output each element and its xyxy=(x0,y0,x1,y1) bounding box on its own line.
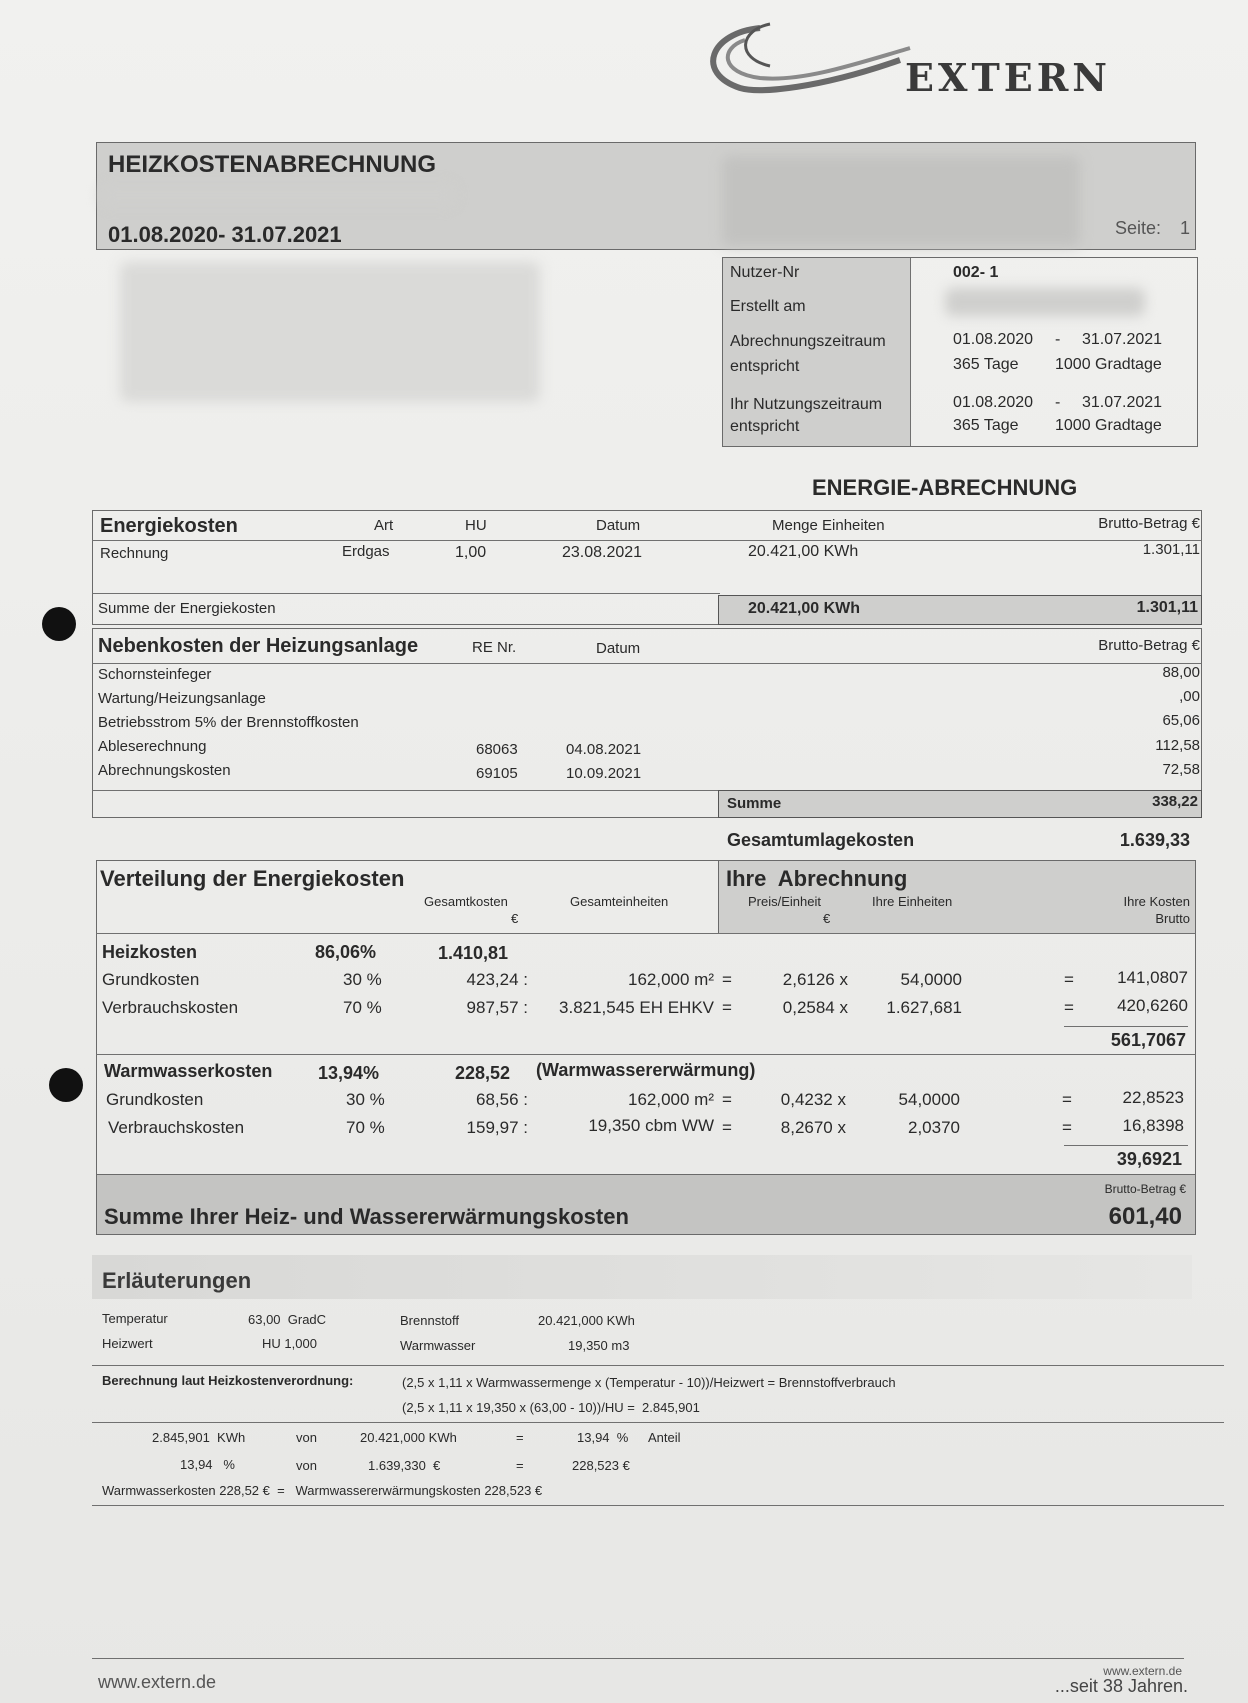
neben-summe-label: Summe xyxy=(727,795,782,812)
warmwasser-value-erl: 19,350 m3 xyxy=(568,1338,630,1353)
heizkosten-amount: 1.410,81 xyxy=(438,943,509,963)
row-eq: = xyxy=(1064,970,1074,989)
calc3: Warmwasserkosten 228,52 € = Warmwassererwärmungskosten 228,523 € xyxy=(102,1483,543,1498)
calc2-b: 1.639,330 € xyxy=(368,1458,441,1473)
formula-2: (2,5 x 1,11 x 19,350 x (63,00 - 10))/HU = 2.845,901 xyxy=(402,1400,700,1415)
gesamtumlage-label: Gesamtumlagekosten xyxy=(727,830,915,850)
col-preis-einheit: Preis/Einheit xyxy=(748,894,821,909)
row-eq: = xyxy=(722,1090,732,1109)
ihre-abrechnung-title: Ihre Abrechnung xyxy=(726,866,908,891)
neben-label: Wartung/Heizungsanlage xyxy=(98,690,266,707)
abr-grad: 1000 Gradtage xyxy=(1055,356,1162,373)
verteilung-title: Verteilung der Energiekosten xyxy=(100,866,405,891)
nutz-days: 365 Tage xyxy=(953,417,1019,434)
punch-hole xyxy=(42,607,76,641)
calc1-d: Anteil xyxy=(648,1430,681,1445)
rechnung-brutto: 1.301,11 xyxy=(1142,541,1200,558)
temp-label: Temperatur xyxy=(102,1311,168,1326)
heiz-total: 561,7067 xyxy=(1110,1030,1186,1050)
calc1-von: von xyxy=(296,1430,317,1445)
row-price: 2,6126 x xyxy=(782,970,848,989)
row-mine: 54,0000 xyxy=(898,1090,960,1109)
row-eq: = xyxy=(722,1118,732,1137)
neben-label: Betriebsstrom 5% der Brennstoffkosten xyxy=(98,714,359,731)
nutz-label-2: entspricht xyxy=(730,418,800,435)
neben-value: 65,06 xyxy=(1162,712,1200,729)
erlaeuterungen-header xyxy=(92,1255,1192,1299)
brennstoff-label: Brennstoff xyxy=(400,1313,460,1328)
calc1-c: 13,94 % xyxy=(577,1430,629,1445)
abr-dash: - xyxy=(1055,331,1061,348)
calc2-a: 13,94 % xyxy=(180,1457,235,1472)
warmwasser-label: Warmwasserkosten xyxy=(104,1061,273,1081)
calc2-eq: = xyxy=(516,1458,524,1473)
punch-hole xyxy=(49,1068,83,1102)
summe-total-value: 601,40 xyxy=(1108,1203,1182,1230)
row-cost: 420,6260 xyxy=(1117,996,1188,1015)
col-brutto-label: Brutto xyxy=(1155,911,1190,926)
redacted-date xyxy=(945,288,1145,316)
col-art: Art xyxy=(374,517,394,534)
formula-1: (2,5 x 1,11 x Warmwassermenge x (Temperatur - 10))/Heizwert = Brennstoffverbrauch xyxy=(402,1375,896,1390)
row-pct: 30 % xyxy=(343,970,382,989)
abr-days: 365 Tage xyxy=(953,356,1019,373)
neben-re: 69105 xyxy=(476,765,518,782)
energie-section-title: ENERGIE-ABRECHNUNG xyxy=(812,475,1078,500)
neben-label: Schornsteinfeger xyxy=(98,666,212,683)
billing-period: 01.08.2020- 31.07.2021 xyxy=(108,222,342,247)
neben-value: 72,58 xyxy=(1162,761,1200,778)
row-units: 162,000 m² xyxy=(628,970,714,989)
col-preis-unit: € xyxy=(823,911,831,926)
row-price: 8,2670 x xyxy=(780,1118,846,1137)
row-eq: = xyxy=(722,970,732,989)
col-ihre-kosten: Ihre Kosten xyxy=(1123,894,1190,909)
gesamtumlage-value: 1.639,33 xyxy=(1119,830,1190,850)
nutz-dash: - xyxy=(1055,394,1061,411)
energiekosten-title: Energiekosten xyxy=(100,515,238,537)
neben-label: Abrechnungskosten xyxy=(98,762,231,779)
neben-label: Ableserechnung xyxy=(98,738,207,755)
ww-total: 39,6921 xyxy=(1116,1149,1182,1169)
extern-logo-swoosh xyxy=(700,18,920,98)
col-ihre-einheiten: Ihre Einheiten xyxy=(872,894,953,909)
nutz-from: 01.08.2020 xyxy=(953,394,1034,411)
heizwert-value: HU 1,000 xyxy=(262,1336,317,1351)
col-neben-brutto: Brutto-Betrag € xyxy=(1098,637,1200,654)
redacted-name xyxy=(722,156,1080,246)
abr-from: 01.08.2020 xyxy=(953,331,1034,348)
rechnung-datum: 23.08.2021 xyxy=(562,544,643,561)
row-amount: 159,97 : xyxy=(466,1118,528,1137)
summe-energie-brutto: 1.301,11 xyxy=(1136,599,1198,616)
nutzer-value: 002- 1 xyxy=(953,264,999,281)
row-cost: 16,8398 xyxy=(1122,1116,1184,1135)
extern-logo-text: EXTERN xyxy=(905,55,1112,100)
neben-value: ,00 xyxy=(1179,688,1200,705)
footer-slogan: ...seit 38 Jahren. xyxy=(1054,1676,1188,1696)
row-units: 162,000 m² xyxy=(628,1090,714,1109)
col-gesamteinheiten: Gesamteinheiten xyxy=(570,894,669,909)
col-brutto: Brutto-Betrag € xyxy=(1098,515,1200,532)
nutz-grad: 1000 Gradtage xyxy=(1055,417,1162,434)
col-re-nr: RE Nr. xyxy=(472,639,517,656)
abr-label-1: Abrechnungszeitraum xyxy=(730,333,886,350)
col-gesamtkosten-unit: € xyxy=(511,911,519,926)
row-amount: 68,56 : xyxy=(476,1090,528,1109)
row-label: Grundkosten xyxy=(102,970,200,989)
row-units: 3.821,545 EH EHKV xyxy=(559,998,714,1017)
row-eq: = xyxy=(722,998,732,1017)
col-menge: Menge Einheiten xyxy=(772,517,885,534)
calc1-a: 2.845,901 KWh xyxy=(152,1430,246,1445)
col-datum: Datum xyxy=(596,517,641,534)
warmwasser-label-erl: Warmwasser xyxy=(400,1338,476,1353)
row-pct: 30 % xyxy=(346,1090,385,1109)
calc2-c: 228,523 € xyxy=(572,1458,630,1473)
summe-energie-menge: 20.421,00 KWh xyxy=(748,600,861,617)
row-amount: 423,24 : xyxy=(466,970,528,989)
nutz-to: 31.07.2021 xyxy=(1082,394,1163,411)
redacted-recipient xyxy=(120,262,540,402)
erstellt-label: Erstellt am xyxy=(730,298,806,315)
heizkosten-label: Heizkosten xyxy=(102,942,198,962)
neben-datum: 10.09.2021 xyxy=(566,765,642,782)
row-eq: = xyxy=(1062,1118,1072,1137)
row-cost: 22,8523 xyxy=(1122,1088,1184,1107)
row-units: 19,350 cbm WW xyxy=(588,1116,714,1135)
row-eq: = xyxy=(1064,998,1074,1017)
row-mine: 2,0370 xyxy=(908,1118,960,1137)
abr-to: 31.07.2021 xyxy=(1082,331,1163,348)
footer-url: www.extern.de xyxy=(98,1672,217,1692)
summe-total-label: Summe Ihrer Heiz- und Wassererwärmungskosten xyxy=(104,1204,629,1229)
row-cost: 141,0807 xyxy=(1117,968,1188,987)
neben-datum: 04.08.2021 xyxy=(566,741,642,758)
page-label: Seite: xyxy=(1115,218,1162,238)
nebenkosten-title: Nebenkosten der Heizungsanlage xyxy=(98,635,419,657)
row-mine: 54,0000 xyxy=(900,970,962,989)
row-price: 0,4232 x xyxy=(780,1090,846,1109)
warmwasser-amount: 228,52 xyxy=(455,1063,511,1083)
rechnung-label: Rechnung xyxy=(100,545,169,562)
redacted-address xyxy=(100,184,455,206)
document-title: HEIZKOSTENABRECHNUNG xyxy=(108,151,437,178)
calc2-von: von xyxy=(296,1458,317,1473)
row-pct: 70 % xyxy=(346,1118,385,1137)
row-eq: = xyxy=(1062,1090,1072,1109)
calc1-b: 20.421,000 KWh xyxy=(360,1430,457,1445)
temp-value: 63,00 GradC xyxy=(248,1312,327,1327)
rechnung-menge: 20.421,00 KWh xyxy=(748,543,859,560)
warmwasser-pct: 13,94% xyxy=(318,1063,380,1083)
calc1-eq: = xyxy=(516,1430,524,1445)
rechnung-hu: 1,00 xyxy=(455,544,487,561)
row-label: Verbrauchskosten xyxy=(108,1118,245,1137)
warmwasser-note: (Warmwassererwärmung) xyxy=(536,1060,756,1080)
erlaeuterungen-title: Erläuterungen xyxy=(102,1268,252,1293)
neben-summe-value: 338,22 xyxy=(1152,793,1198,810)
heizwert-label: Heizwert xyxy=(102,1336,153,1351)
rechnung-art: Erdgas xyxy=(342,543,390,560)
page-number: 1 xyxy=(1180,218,1191,238)
nutz-label-1: Ihr Nutzungszeitraum xyxy=(730,396,883,413)
row-amount: 987,57 : xyxy=(466,998,528,1017)
col-hu: HU xyxy=(465,517,487,534)
nutzer-label: Nutzer-Nr xyxy=(730,264,800,281)
abr-label-2: entspricht xyxy=(730,358,800,375)
row-label: Verbrauchskosten xyxy=(102,998,239,1017)
summe-energie-label: Summe der Energiekosten xyxy=(98,600,276,617)
neben-value: 112,58 xyxy=(1155,737,1200,754)
summe-brutto-label: Brutto-Betrag € xyxy=(1104,1182,1186,1196)
row-label: Grundkosten xyxy=(106,1090,204,1109)
neben-re: 68063 xyxy=(476,741,518,758)
footer-url-small: www.extern.de xyxy=(1103,1664,1182,1678)
col-gesamtkosten: Gesamtkosten xyxy=(424,894,508,909)
heizkosten-pct: 86,06% xyxy=(315,942,377,962)
row-mine: 1.627,681 xyxy=(886,998,962,1017)
row-price: 0,2584 x xyxy=(782,998,848,1017)
brennstoff-value: 20.421,000 KWh xyxy=(538,1313,635,1328)
row-pct: 70 % xyxy=(343,998,382,1017)
berechnung-label: Berechnung laut Heizkostenverordnung: xyxy=(102,1373,354,1388)
neben-summe-box xyxy=(718,790,1202,818)
col-neben-datum: Datum xyxy=(596,640,641,657)
neben-value: 88,00 xyxy=(1162,664,1200,681)
